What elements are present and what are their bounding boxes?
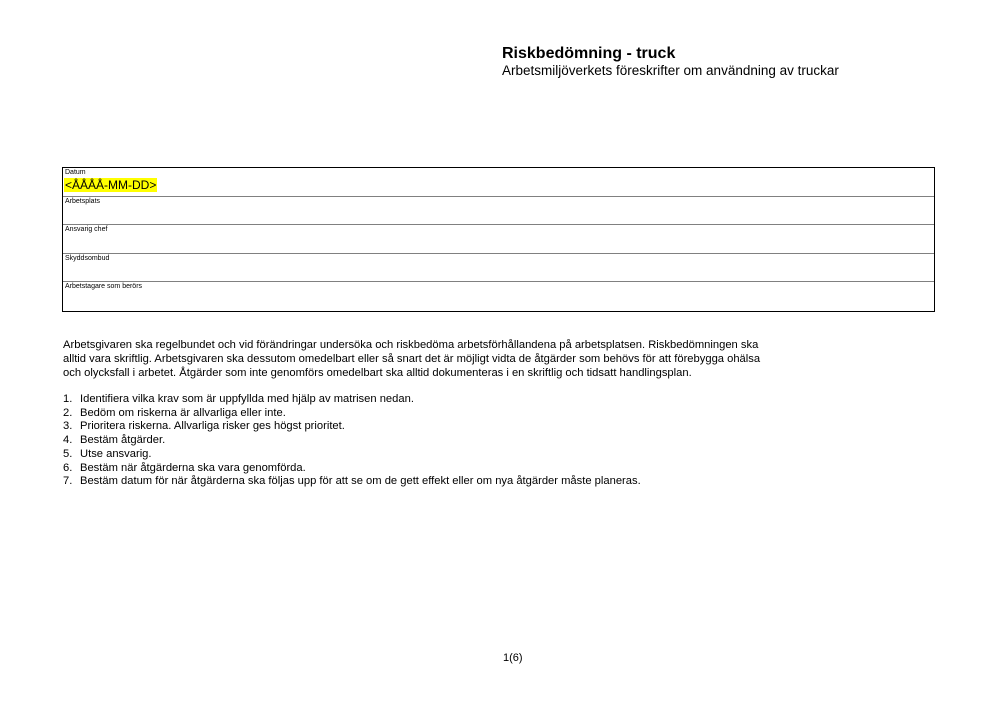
info-table [62, 167, 935, 312]
list-item [63, 407, 641, 421]
step-number: 3. [63, 420, 73, 433]
list-item [63, 448, 641, 462]
step-text: Utse ansvarig. [80, 447, 152, 460]
document-header [502, 44, 839, 79]
step-text: Bestäm när åtgärderna ska vara genomförda. [80, 461, 306, 474]
intro-paragraph [63, 338, 823, 380]
date-placeholder[interactable]: <ÅÅÅÅ-MM-DD> [65, 178, 157, 192]
info-label-arbetstagare: Arbetstagare som berörs [65, 283, 143, 290]
list-item [63, 434, 641, 448]
list-item [63, 420, 641, 434]
info-row-skyddsombud [63, 254, 934, 283]
step-number: 1. [63, 393, 73, 405]
list-item [63, 462, 641, 476]
date-field[interactable] [64, 178, 157, 193]
list-item [63, 393, 641, 407]
intro-line: Arbetsgivaren ska regelbundet och vid förändringar undersöka och riskbedöma arbetsförhållandena på arbetsplatsen. Riskbedömningen ska [63, 339, 759, 351]
step-number: 5. [63, 447, 73, 460]
step-text: Bedöm om riskerna är allvarliga eller inte. [80, 406, 286, 419]
steps-list [63, 393, 641, 489]
info-row-datum [63, 168, 934, 197]
step-number: 4. [63, 434, 73, 447]
info-label-arbetsplats: Arbetsplats [65, 197, 101, 205]
page-number: 1(6) [503, 652, 523, 664]
step-number: 7. [63, 475, 73, 488]
document-title: Riskbedömning - truck [502, 45, 676, 62]
info-row-arbetsplats [63, 197, 934, 226]
step-text: Identifiera vilka krav som är uppfyllda med hjälp av matrisen nedan. [80, 393, 414, 405]
info-label-ansvarig-chef: Ansvarig chef [65, 226, 108, 233]
step-text: Bestäm åtgärder. [80, 434, 166, 447]
info-row-arbetstagare [63, 282, 934, 311]
document-subtitle: Arbetsmiljöverkets föreskrifter om användning av truckar [502, 63, 839, 78]
info-label-skyddsombud: Skyddsombud [65, 254, 110, 262]
intro-line: och olycksfall i arbetet. Åtgärder som inte genomförs omedelbart ska alltid dokumenteras i en skriftlig och tidsatt handlingsplan. [63, 367, 692, 379]
intro-line: alltid vara skriftlig. Arbetsgivaren ska dessutom omedelbart eller så snart det är möjligt vidta de åtgärder som behövs för att förebygga ohälsa [63, 353, 761, 365]
info-row-ansvarig-chef [63, 225, 934, 254]
list-item [63, 475, 641, 489]
info-label-datum: Datum [65, 169, 86, 176]
step-number: 6. [63, 461, 73, 474]
step-number: 2. [63, 406, 73, 419]
step-text: Prioritera riskerna. Allvarliga risker ges högst prioritet. [80, 420, 345, 433]
step-text: Bestäm datum för när åtgärderna ska följas upp för att se om de gett effekt eller om nya åtgärder måste planeras. [80, 475, 641, 488]
